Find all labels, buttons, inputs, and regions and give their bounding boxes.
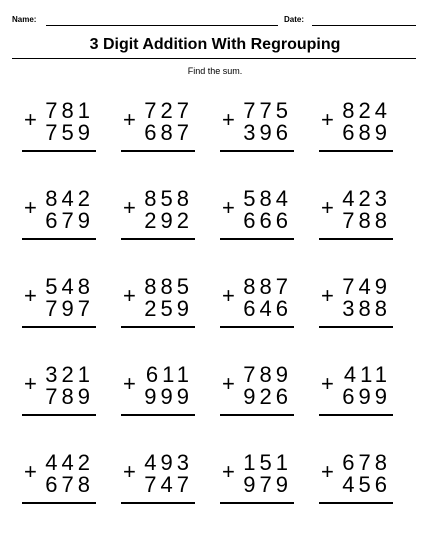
plus-sign: + [24,459,37,484]
problem-9 [22,274,121,362]
addend-top: 775 [243,98,292,123]
title-divider [12,58,416,59]
plus-sign: + [321,283,334,308]
problem-7 [220,186,319,274]
addend-top: 789 [243,362,292,387]
answer-line[interactable] [220,150,294,152]
answer-line[interactable] [22,326,96,328]
answer-line[interactable] [319,326,393,328]
problem-10 [121,274,220,362]
addend-bottom: 999 [144,384,193,409]
answer-line[interactable] [121,502,195,504]
name-label: Name: [12,15,37,24]
problem-13 [22,362,121,450]
addend-bottom: 979 [243,472,292,497]
answer-line[interactable] [319,414,393,416]
problem-1 [22,98,121,186]
addend-top: 858 [144,186,193,211]
addend-bottom: 797 [45,296,94,321]
answer-line[interactable] [220,238,294,240]
addend-bottom: 788 [342,208,391,233]
plus-sign: + [24,195,37,220]
addend-bottom: 666 [243,208,292,233]
name-field[interactable] [46,25,278,26]
plus-sign: + [123,459,136,484]
addend-bottom: 456 [342,472,391,497]
addend-bottom: 926 [243,384,292,409]
addend-top: 611 [145,362,193,387]
answer-line[interactable] [121,150,195,152]
plus-sign: + [222,195,235,220]
plus-sign: + [222,371,235,396]
problem-grid [22,98,418,518]
problem-11 [220,274,319,362]
addend-bottom: 388 [342,296,391,321]
addend-top: 727 [144,98,193,123]
answer-line[interactable] [220,326,294,328]
answer-line[interactable] [22,238,96,240]
addend-top: 493 [144,450,193,475]
problem-16 [319,362,418,450]
plus-sign: + [24,283,37,308]
date-label: Date: [284,15,305,24]
addend-bottom: 689 [342,120,391,145]
answer-line[interactable] [121,238,195,240]
answer-line[interactable] [319,502,393,504]
problem-20 [319,450,418,538]
answer-line[interactable] [22,502,96,504]
problem-2 [121,98,220,186]
addend-bottom: 699 [342,384,391,409]
instructions: Find the sum. [187,66,243,76]
worksheet-header [12,10,416,26]
plus-sign: + [222,107,235,132]
plus-sign: + [24,107,37,132]
addend-bottom: 678 [45,472,94,497]
addend-top: 824 [342,98,391,123]
addend-bottom: 687 [144,120,193,145]
problem-17 [22,450,121,538]
addend-top: 885 [144,274,193,299]
plus-sign: + [321,459,334,484]
problem-15 [220,362,319,450]
addend-bottom: 759 [45,120,94,145]
addend-top: 151 [243,450,292,475]
addend-top: 321 [45,362,94,387]
addend-bottom: 747 [144,472,193,497]
addend-top: 678 [342,450,391,475]
worksheet-title: 3 Digit Addition With Regrouping [89,36,341,53]
addend-top: 781 [45,98,94,123]
answer-line[interactable] [220,414,294,416]
plus-sign: + [321,371,334,396]
addend-top: 842 [45,186,94,211]
problem-18 [121,450,220,538]
date-field[interactable] [312,25,416,26]
addend-top: 584 [243,186,292,211]
problem-3 [220,98,319,186]
addend-bottom: 679 [45,208,94,233]
problem-4 [319,98,418,186]
addend-top: 423 [342,186,391,211]
plus-sign: + [321,195,334,220]
answer-line[interactable] [22,150,96,152]
problem-8 [319,186,418,274]
plus-sign: + [222,459,235,484]
addend-top: 887 [243,274,292,299]
problem-14 [121,362,220,450]
addend-bottom: 646 [243,296,292,321]
answer-line[interactable] [22,414,96,416]
addend-bottom: 292 [144,208,193,233]
plus-sign: + [222,283,235,308]
addend-top: 749 [342,274,391,299]
problem-12 [319,274,418,362]
answer-line[interactable] [319,150,393,152]
answer-line[interactable] [121,326,195,328]
addend-top: 548 [45,274,94,299]
problem-19 [220,450,319,538]
answer-line[interactable] [319,238,393,240]
plus-sign: + [123,107,136,132]
addend-top: 411 [343,362,391,387]
addend-bottom: 259 [144,296,193,321]
plus-sign: + [123,195,136,220]
plus-sign: + [321,107,334,132]
plus-sign: + [123,283,136,308]
plus-sign: + [123,371,136,396]
addend-bottom: 396 [243,120,292,145]
addend-bottom: 789 [45,384,94,409]
plus-sign: + [24,371,37,396]
problem-5 [22,186,121,274]
answer-line[interactable] [220,502,294,504]
problem-6 [121,186,220,274]
answer-line[interactable] [121,414,195,416]
addend-top: 442 [45,450,94,475]
